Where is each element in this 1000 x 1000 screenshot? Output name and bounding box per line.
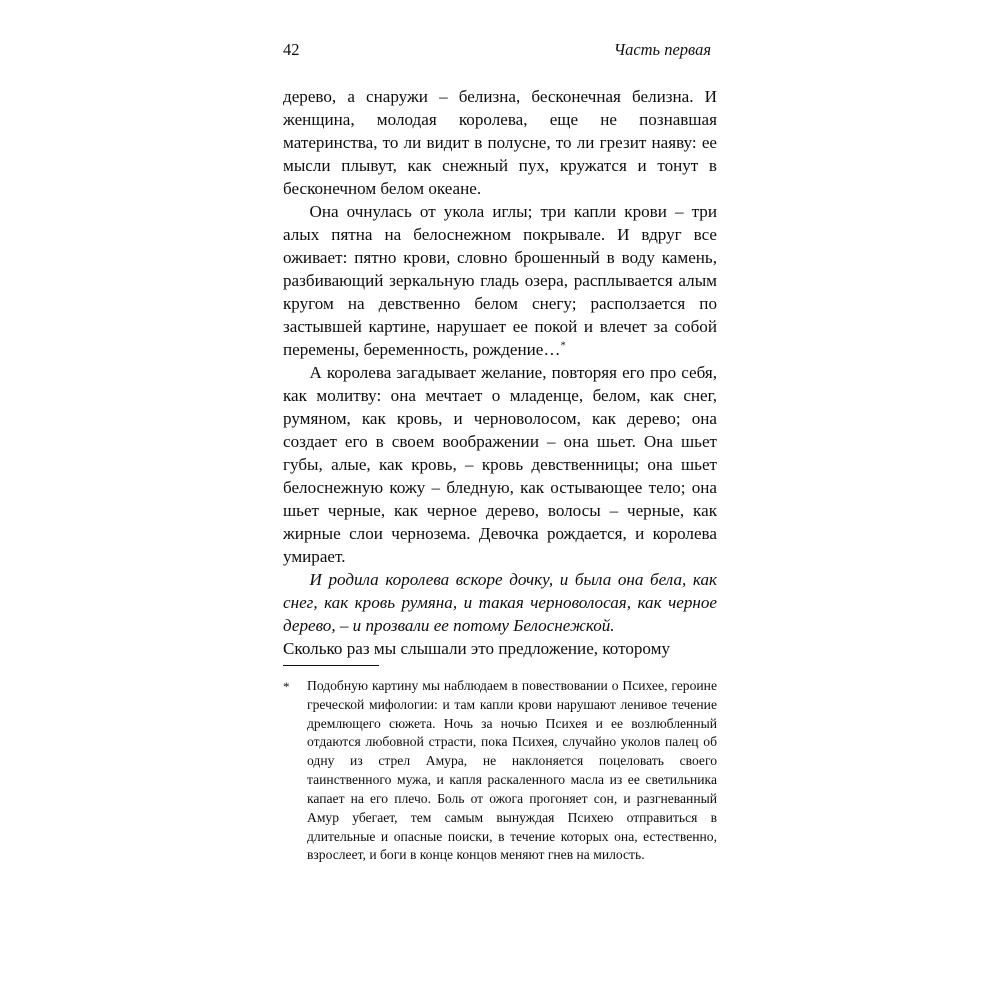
paragraph: дерево, а снаружи – белизна, бесконечная белизна. И женщина, молодая королева, еще не познавшая материнства, то ли видит в полусне, то ли грезит наяву: ее мысли плывут, как снежный пух, кружатся и тонут в бесконечном белом океане. xyxy=(283,87,717,198)
footnote-block xyxy=(283,677,717,865)
running-head-title: Часть первая xyxy=(613,40,711,59)
paragraph-quote: И родила королева вскоре дочку, и была она бела, как снег, как кровь румяна, и такая черноволосая, как черное дерево, – и прозвали ее потому Белоснежкой. xyxy=(283,569,717,635)
paragraph-text: Она очнулась от укола иглы; три капли крови – три алых пятна на белоснежном покрывале. И вдруг все оживает: пятно крови, словно брошенный в воду камень, разбивающий зеркальную гладь озера, расплывается алым кругом на девственно белом снегу; расползается по застывшей картине, нарушает ее покой и влечет за собой перемены, беременность, рождение… xyxy=(283,201,717,359)
footnote-rule xyxy=(283,665,379,666)
footnote-paragraph: Подобную картину мы наблюдаем в повествовании о Психее, героине греческой мифологии: и там капли крови нарушают ленивое течение дремлющего сюжета. Ночь за ночью Психея и ее возлюбленный отдаются любовной страсти, пока Психея, случайно уколов палец об одну из стрел Амура, не наклоняется поцеловать своего таинственного мужа, и капля раскаленного масла из ее светильника капает на его плечо. Боль от ожога прогоняет сон, и разгневанный Амур убегает, тем самым вынуждая Психею отправиться в длительные и опасные поиски, в течение которых она, естественно, взрослеет, и боги в конце концов меняют гнев на милость. xyxy=(307,678,717,863)
page-number: 42 xyxy=(283,40,300,59)
body-text xyxy=(283,86,717,661)
running-head xyxy=(283,40,717,60)
paragraph: А королева загадывает желание, повторяя его про себя, как молитву: она мечтает о младенце, белом, как снег, румяном, как кровь, и черноволосом, как дерево; она создает его в своем воображении – она шьет. Она шьет губы, алые, как кровь, – кровь девственницы; она шьет белоснежную кожу – бледную, как остывающее тело; она шьет черные, как черное дерево, волосы – черные, как жирные слои чернозема. Девочка рождается, и королева умирает. xyxy=(283,362,717,566)
footnote-reference[interactable]: * xyxy=(560,340,566,352)
page-content xyxy=(283,40,717,661)
paragraph: Сколько раз мы слышали это предложение, которому xyxy=(283,638,671,658)
footnote-marker: * xyxy=(283,679,290,694)
footnote-text xyxy=(307,677,717,865)
footnote-area xyxy=(283,665,717,865)
paragraph xyxy=(283,201,717,362)
